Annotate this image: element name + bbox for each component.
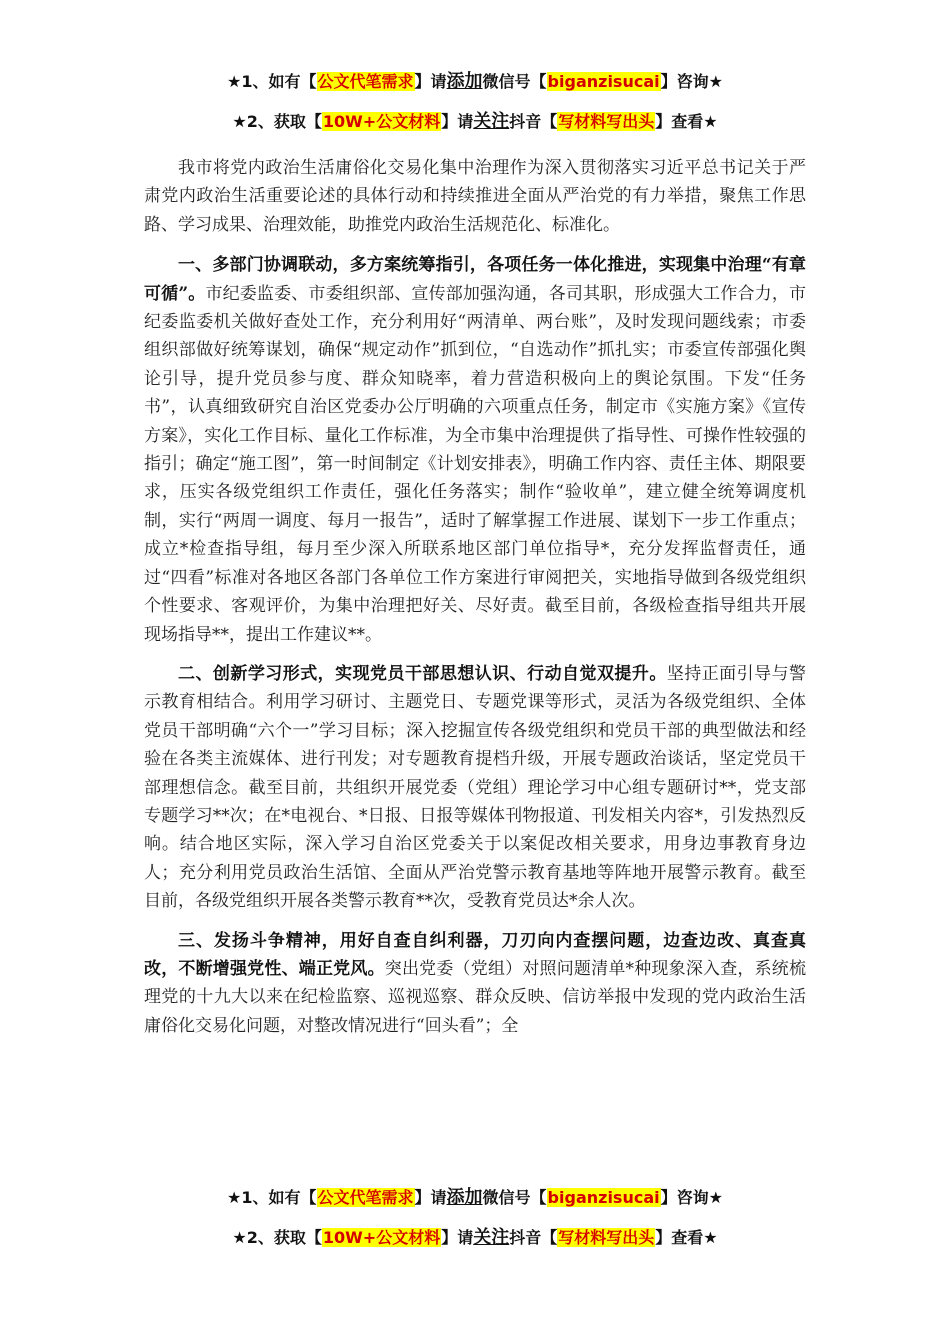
section-text: 市纪委监委、市委组织部、宣传部加强沟通，各司其职，形成强大工作合力，市纪委监委机关做好查处工作，充分利用好“两清单、两台账”，及时发现问题线索；市委组织部做好统筹谋划，确保“规定动作”抓到位，“自选动作”抓扎实；市委宣传部强化舆论引导，提升党员参与度、群众知晓率，着力营造积极向上的舆论氛围。下发“任务书”，认真细致研究自治区党委办公厅明确的六项重点任务，制定市《实施方案》《宣传方案》，实化工作目标、量化工作标准，为全市集中治理提供了指导性、可操作性较强的指引；确定“施工图”，第一时间制定《计划安排表》，明确工作内容、责任主体、期限要求，压实各级党组织工作责任，强化任务落实；制作“验收单”，建立健全统筹调度机制，实行“两周一调度、每月一报告”，适时了解掌握工作进展、谋划下一步工作重点；成立*检查指导组，每月至少深入所联系地区部门单位指导*，充分发挥监督责任，通过“四看”标准对各地区各部门各单位工作方案进行审阅把关，实地指导做到各级党组织个性要求、客观评价，为集中治理把好关、尽好责。截至目前，各级检查指导组共开展现场指导**，提出工作建议**。 [144,283,807,645]
banner-suffix: 】咨询★ [660,72,723,91]
banner-mid: 抖音【 [509,112,558,131]
section-paragraph-2 [144,660,806,916]
document-body [144,154,806,1051]
banner-prefix: ★1、如有【 [227,72,317,91]
footer-banner-line-1 [0,1187,950,1209]
banner-prefix: ★2、获取【 [232,1228,322,1247]
intro-paragraph: 我市将党内政治生活庸俗化交易化集中治理作为深入贯彻落实习近平总书记关于严肃党内政治生活重要论述的具体行动和持续推进全面从严治党的有力举措，聚焦工作思路、学习成果、治理效能，助推党内政治生活规范化、标准化。 [144,158,806,235]
highlight-wechat-id: biganzisucai [547,72,660,91]
highlight-materials: 10W+公文材料 [322,1228,441,1247]
header-banner-line-1 [0,71,950,93]
section-text: 坚持正面引导与警示教育相结合。利用学习研讨、主题党日、专题党课等形式，灵活为各级党组织、全体党员干部明确“六个一”学习目标；深入挖掘宣传各级党组织和党员干部的典型做法和经验在各类主流媒体、进行刊发；对专题教育提档升级，开展专题政治谈话，坚定党员干部理想信念。截至目前，共组织开展党委（党组）理论学习中心组专题研讨**，党支部专题学习**次；在*电视台、*日报、日报等媒体刊物报道、刊发相关内容*，引发热烈反响。结合地区实际，深入学习自治区党委关于以案促改相关要求，用身边事教育身边人；充分利用党员政治生活馆、全面从严治党警示教育基地等阵地开展警示教育。截至目前，各级党组织开展各类警示教育**次，受教育党员达*余人次。 [144,663,807,912]
banner-prefix: ★1、如有【 [227,1188,317,1207]
banner-suffix: 】咨询★ [660,1188,723,1207]
section-text: 突出党委（党组）对照问题清单*种现象深入查，系统梳理党的十九大以来在纪检监察、巡视巡察、群众反映、信访举报中发现的党内政治生活庸俗化交易化问题，对整改情况进行“回头看”；全 [144,958,807,1036]
highlight-service: 公文代笔需求 [317,1188,414,1207]
underlined-word: 添加 [446,71,483,92]
header-banner-line-2 [0,111,950,133]
section-heading: 一、多部门协调联动，多方案统筹指引，各项任务一体化推进，实现集中治理“有章可循”。 [144,255,806,304]
section-paragraph-3 [144,927,806,1041]
underlined-word: 添加 [446,1187,483,1208]
banner-mid: 】请 [414,72,447,91]
footer-banner-line-2 [0,1227,950,1249]
highlight-service: 公文代笔需求 [317,72,414,91]
banner-mid: 微信号【 [482,72,547,91]
section-heading: 二、创新学习形式，实现党员干部思想认识、行动自觉双提升。 [178,663,667,684]
section-heading: 三、发扬斗争精神，用好自查自纠利器，刀刃向内查摆问题，边查边改、真查真改，不断增强党性、端正党风。 [144,930,806,979]
banner-prefix: ★2、获取【 [232,112,322,131]
banner-mid: 微信号【 [482,1188,547,1207]
section-paragraph-1 [144,251,806,649]
banner-mid: 】请 [414,1188,447,1207]
underlined-word: 关注 [473,111,510,132]
highlight-wechat-id: biganzisucai [547,1188,660,1207]
banner-mid: 抖音【 [509,1228,558,1247]
highlight-materials: 10W+公文材料 [322,112,441,131]
banner-mid: 】请 [441,1228,474,1247]
banner-suffix: 】查看★ [655,112,718,131]
banner-suffix: 】查看★ [655,1228,718,1247]
banner-mid: 】请 [441,112,474,131]
highlight-douyin-account: 写材料写出头 [558,1228,655,1247]
highlight-douyin-account: 写材料写出头 [558,112,655,131]
underlined-word: 关注 [473,1227,510,1248]
